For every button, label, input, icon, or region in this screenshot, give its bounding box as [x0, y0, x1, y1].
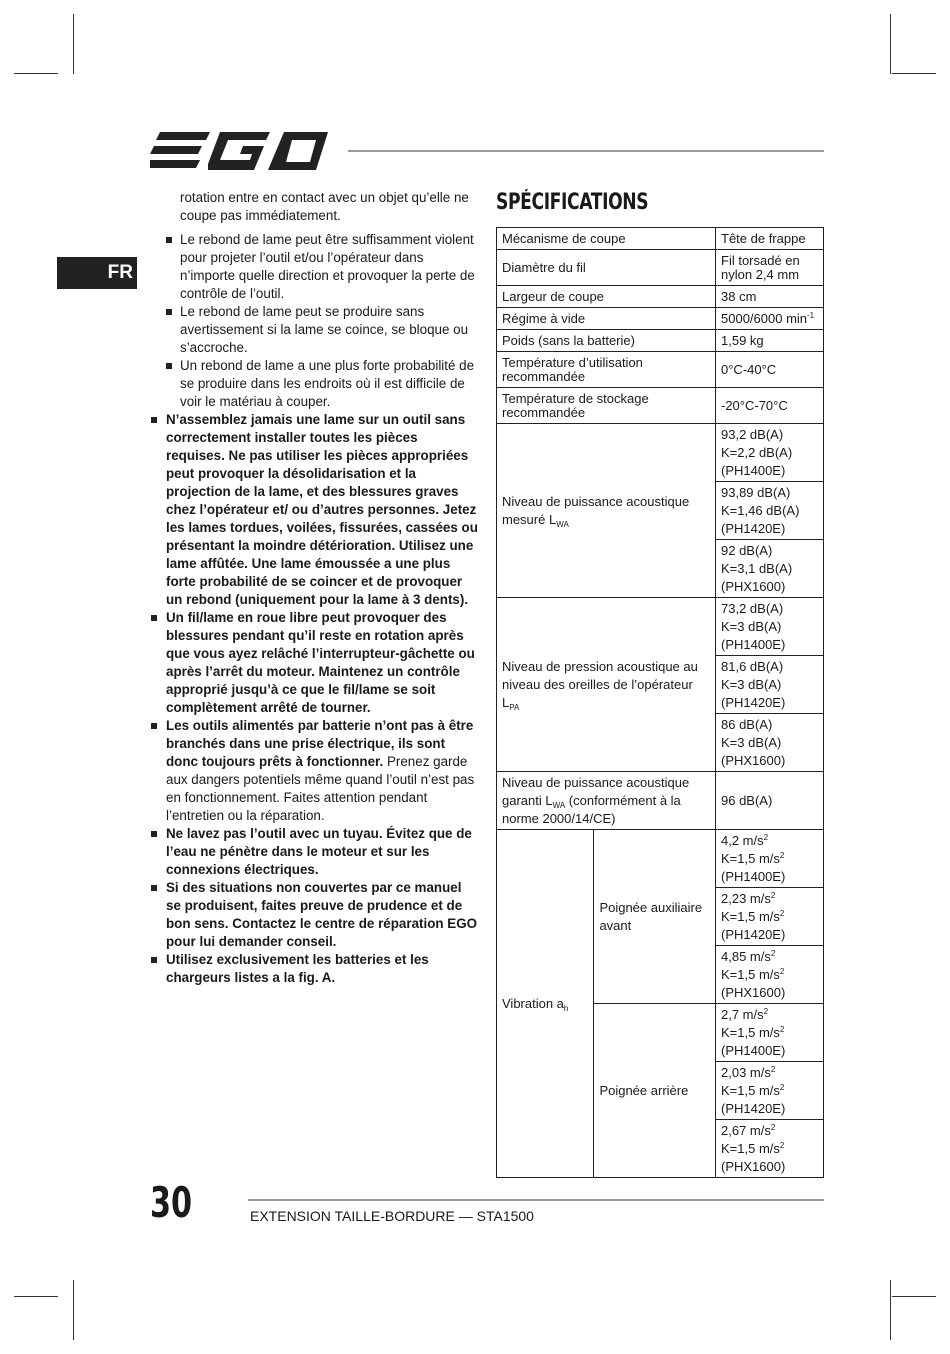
bullet: N’assemblez jamais une lame sur un outil sans correctement installer toutes les pièces requises. Ne pas utiliser les pièces appropriées peut provoquer la désolidarisation et la projection de la lame, et des blessures graves chez l’opérateur et/ ou d’autres personnes. Jetez les lames tordues, voilées, fissurées, cassées ou présentant la moindre détérioration. Utilisez une lame affûtée. Une lame émoussée a une plus forte probabilité de se coincer et de provoquer un rebond (uniquement pour la lame à 3 dents). — [150, 411, 478, 609]
specifications-title: SPÉCIFICATIONS — [496, 190, 649, 215]
spec-label: Température de stockage recommandée — [497, 388, 716, 424]
spec-value: 5000/6000 $\min^{-1}$ — [716, 308, 824, 330]
spec-label: Diamètre du fil — [497, 250, 716, 286]
footer-title: EXTENSION TAILLE-BORDURE — STA1500 — [250, 1208, 534, 1224]
sub-bullet: Le rebond de lame peut être suffisamment violent pour projeter l’outil et/ou l’opérateur dans n’importe quelle direction et provoquer la perte de contrôle de l’outil. — [150, 231, 478, 303]
spec-value: 92 dB(A) K=3,1 dB(A) (PHX1600) — [716, 540, 824, 598]
table-row — [497, 772, 824, 830]
footer-rule — [248, 1199, 824, 1201]
spec-value: 0°C-40°C — [716, 352, 824, 388]
spec-value: 4,85 $m/s^2$ K=1,5 $m/s^2$ (PHX1600) — [716, 946, 824, 1004]
spec-value: 93,2 dB(A) K=2,2 dB(A) (PH1400E) — [716, 424, 824, 482]
table-row — [497, 330, 824, 352]
spec-value: 4,2 $m/s^2$ K=1,5 $m/s^2$ (PH1400E) — [716, 830, 824, 888]
safety-text-column — [150, 189, 478, 987]
ego-logo — [150, 130, 330, 172]
spec-value: 2,7 $m/s^2$ K=1,5 $m/s^2$ (PH1400E) — [716, 1004, 824, 1062]
spec-value: 38 cm — [716, 286, 824, 308]
spec-value: 2,67 $m/s^2$ K=1,5 $m/s^2$ (PHX1600) — [716, 1120, 824, 1178]
table-row — [497, 424, 824, 482]
crop-mark — [890, 1280, 891, 1340]
sub-bullet: Le rebond de lame peut se produire sans avertissement si la lame se coince, se bloque ou s’accroche. — [150, 303, 478, 357]
page-number: 30 — [150, 1178, 193, 1227]
table-row — [497, 352, 824, 388]
crop-mark — [892, 1296, 936, 1297]
spec-sublabel: Poignée auxiliaire avant — [594, 830, 716, 1004]
spec-value: -20°C-70°C — [716, 388, 824, 424]
sub-bullet: Un rebond de lame a une plus forte probabilité de se produire dans les endroits où il est difficile de voir le matériau à couper. — [150, 357, 478, 411]
continued-paragraph: rotation entre en contact avec un objet qu’elle ne coupe pas immédiatement. — [180, 190, 469, 223]
crop-mark — [73, 1280, 74, 1340]
bullet: Ne lavez pas l’outil avec un tuyau. Évitez que de l’eau ne pénètre dans le moteur et sur les connexions électriques. — [150, 825, 478, 879]
spec-value: 93,89 dB(A) K=1,46 dB(A) (PH1420E) — [716, 482, 824, 540]
crop-mark — [892, 73, 936, 74]
spec-label: Niveau de puissance acoustique garanti $L_{WA}$ (conformément à la norme 2000/14/CE) — [497, 772, 716, 830]
header-rule — [348, 150, 824, 152]
spec-value: 86 dB(A) K=3 dB(A) (PHX1600) — [716, 714, 824, 772]
specifications-table — [496, 227, 824, 1178]
spec-label: Largeur de coupe — [497, 286, 716, 308]
spec-label: Niveau de puissance acoustique mesuré $L_{WA}$ — [497, 424, 716, 598]
language-tab: FR — [57, 257, 137, 289]
spec-value: 2,03 $m/s^2$ K=1,5 $m/s^2$ (PH1420E) — [716, 1062, 824, 1120]
table-row — [497, 228, 824, 250]
spec-label: Régime à vide — [497, 308, 716, 330]
bullet: Si des situations non couvertes par ce manuel se produisent, faites preuve de prudence et de bon sens. Contactez le centre de réparation EGO pour lui demander conseil. — [150, 879, 478, 951]
spec-label: Niveau de pression acoustique au niveau des oreilles de l’opérateur $L_{PA}$ — [497, 598, 716, 772]
table-row — [497, 598, 824, 656]
crop-mark — [73, 14, 74, 74]
spec-value: Tête de frappe — [716, 228, 824, 250]
spec-value: 2,23 $m/s^2$ K=1,5 $m/s^2$ (PH1420E) — [716, 888, 824, 946]
spec-label: Vibration $a_h$ — [497, 830, 594, 1178]
spec-value: 73,2 dB(A) K=3 dB(A) (PH1400E) — [716, 598, 824, 656]
spec-label: Poids (sans la batterie) — [497, 330, 716, 352]
table-row — [497, 308, 824, 330]
table-row — [497, 250, 824, 286]
bullet: Les outils alimentés par batterie n’ont pas à être branchés dans une prise électrique, ils sont donc toujours prêts à fonctionner. Prenez garde aux dangers potentiels même quand l’outil n’est pas en fonctionnement. Faites attention pendant l’entretien ou la réparation. — [150, 717, 478, 825]
spec-value: 1,59 kg — [716, 330, 824, 352]
spec-value: 96 dB(A) — [716, 772, 824, 830]
table-row — [497, 830, 824, 888]
table-row — [497, 388, 824, 424]
spec-sublabel: Poignée arrière — [594, 1004, 716, 1178]
spec-label: Température d’utilisation recommandée — [497, 352, 716, 388]
spec-label: Mécanisme de coupe — [497, 228, 716, 250]
crop-mark — [14, 1296, 58, 1297]
crop-mark — [890, 14, 891, 74]
bullet: Un fil/lame en roue libre peut provoquer des blessures pendant qu’il reste en rotation après que vous ayez relâché l’interrupteur-gâchette ou après l’arrêt du moteur. Maintenez un contrôle approprié jusqu’à ce que le fil/lame se soit complètement arrêté de tourner. — [150, 609, 478, 717]
table-row — [497, 286, 824, 308]
spec-value: Fil torsadé en nylon 2,4 mm — [716, 250, 824, 286]
crop-mark — [14, 73, 58, 74]
spec-value: 81,6 dB(A) K=3 dB(A) (PH1420E) — [716, 656, 824, 714]
bullet: Utilisez exclusivement les batteries et les chargeurs listes a la fig. A. — [150, 951, 478, 987]
